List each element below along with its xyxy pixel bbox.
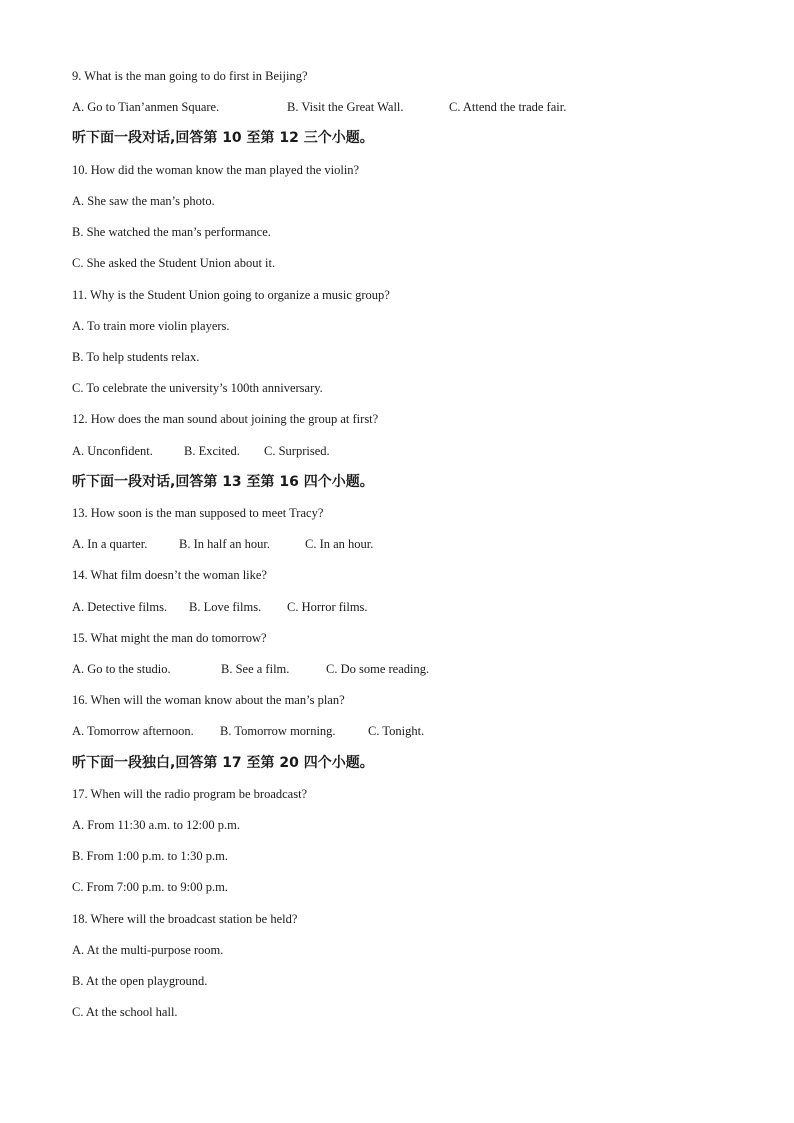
option-13b: B. In half an hour. bbox=[179, 537, 270, 551]
option-12a: A. Unconfident. bbox=[72, 444, 153, 458]
option-10a: A. She saw the man’s photo. bbox=[72, 194, 215, 208]
option-18a: A. At the multi-purpose room. bbox=[72, 943, 224, 957]
question-10: 10. How did the woman know the man played the violin? bbox=[72, 163, 360, 177]
option-9a: A. Go to Tian’anmen Square. bbox=[72, 100, 220, 114]
question-16-options bbox=[72, 723, 424, 739]
option-13c: C. In an hour. bbox=[305, 537, 374, 551]
option-9c: C. Attend the trade fair. bbox=[449, 100, 567, 114]
option-12c: C. Surprised. bbox=[264, 444, 330, 458]
option-10b: B. She watched the man’s performance. bbox=[72, 225, 271, 239]
question-16: 16. When will the woman know about the man’s plan? bbox=[72, 693, 345, 707]
option-11a: A. To train more violin players. bbox=[72, 319, 230, 333]
option-10c: C. She asked the Student Union about it. bbox=[72, 256, 276, 270]
option-17b: B. From 1:00 p.m. to 1:30 p.m. bbox=[72, 849, 228, 863]
option-18b: B. At the open playground. bbox=[72, 974, 208, 988]
question-18: 18. Where will the broadcast station be held? bbox=[72, 912, 298, 926]
option-15c: C. Do some reading. bbox=[326, 662, 430, 676]
question-9: 9. What is the man going to do first in Beijing? bbox=[72, 69, 308, 83]
option-17a: A. From 11:30 a.m. to 12:00 p.m. bbox=[72, 818, 240, 832]
question-9-options bbox=[72, 99, 566, 115]
question-17: 17. When will the radio program be broadcast? bbox=[72, 787, 308, 801]
question-14: 14. What film doesn’t the woman like? bbox=[72, 568, 267, 582]
section-heading-13-16: 听下面一段对话,回答第 13 至第 16 四个小题。 bbox=[72, 474, 374, 490]
option-11c: C. To celebrate the university’s 100th anniversary. bbox=[72, 381, 323, 395]
option-18c: C. At the school hall. bbox=[72, 1005, 178, 1019]
question-12-options bbox=[72, 443, 330, 459]
question-13: 13. How soon is the man supposed to meet Tracy? bbox=[72, 506, 324, 520]
option-15a: A. Go to the studio. bbox=[72, 662, 171, 676]
question-11: 11. Why is the Student Union going to organize a music group? bbox=[72, 288, 390, 302]
section-heading-10-12: 听下面一段对话,回答第 10 至第 12 三个小题。 bbox=[72, 130, 374, 146]
option-14b: B. Love films. bbox=[189, 600, 262, 614]
question-12: 12. How does the man sound about joining the group at first? bbox=[72, 412, 379, 426]
question-14-options bbox=[72, 599, 368, 615]
option-9b: B. Visit the Great Wall. bbox=[287, 100, 404, 114]
option-14c: C. Horror films. bbox=[287, 600, 368, 614]
question-15-options bbox=[72, 661, 429, 677]
question-13-options bbox=[72, 536, 373, 552]
option-16c: C. Tonight. bbox=[368, 724, 425, 738]
option-16a: A. Tomorrow afternoon. bbox=[72, 724, 194, 738]
section-heading-17-20: 听下面一段独白,回答第 17 至第 20 四个小题。 bbox=[72, 755, 374, 771]
option-12b: B. Excited. bbox=[184, 444, 240, 458]
option-17c: C. From 7:00 p.m. to 9:00 p.m. bbox=[72, 880, 228, 894]
option-16b: B. Tomorrow morning. bbox=[220, 724, 336, 738]
option-11b: B. To help students relax. bbox=[72, 350, 200, 364]
option-13a: A. In a quarter. bbox=[72, 537, 148, 551]
question-15: 15. What might the man do tomorrow? bbox=[72, 631, 267, 645]
option-15b: B. See a film. bbox=[221, 662, 290, 676]
option-14a: A. Detective films. bbox=[72, 600, 168, 614]
